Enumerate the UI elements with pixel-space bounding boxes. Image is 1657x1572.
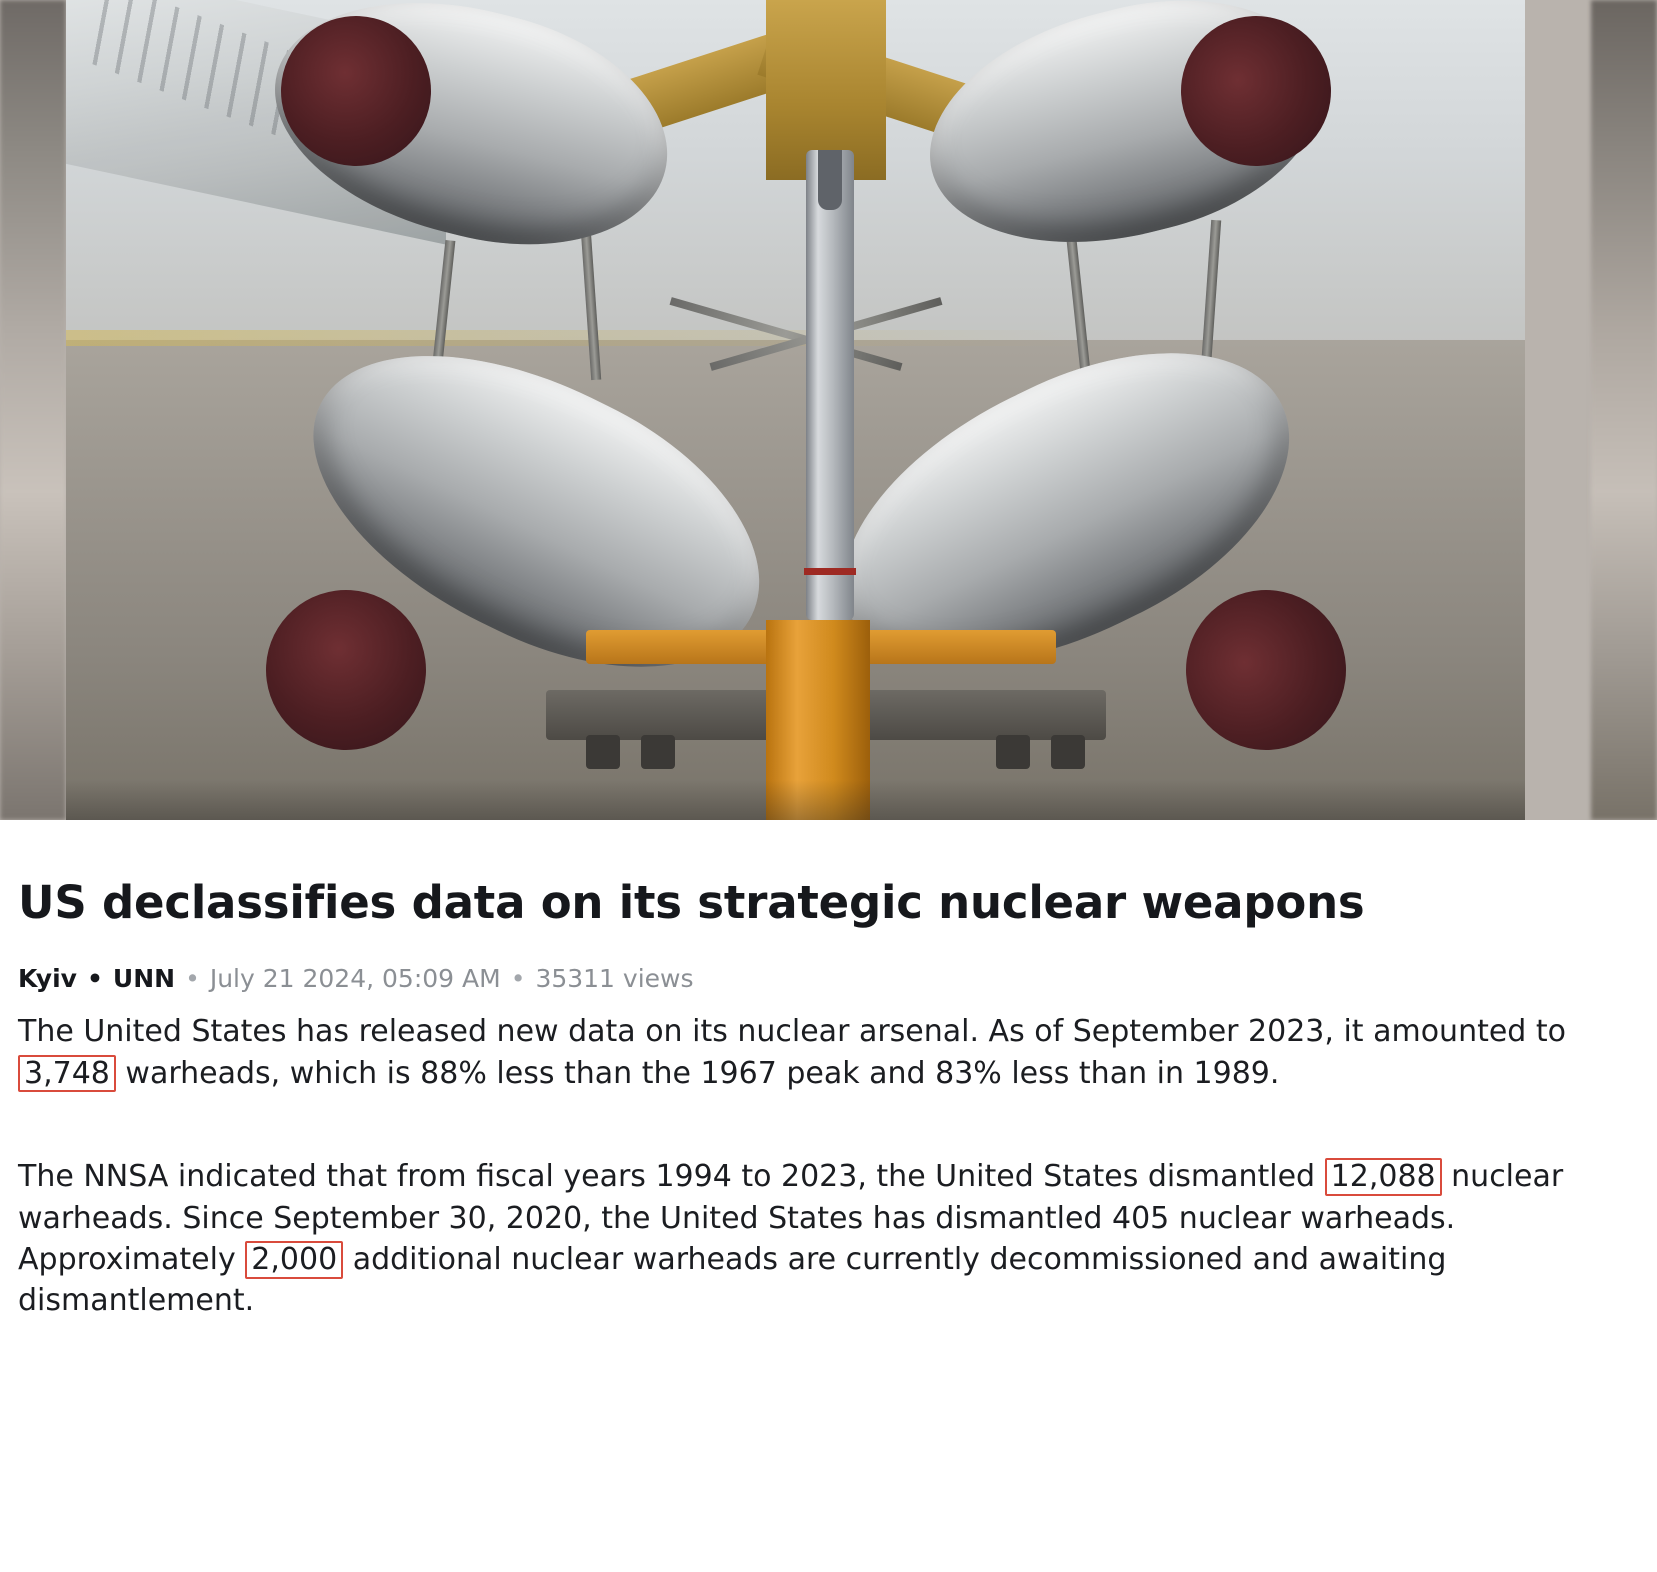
meta-views: 35311 views xyxy=(535,964,694,994)
meta-separator-1: • xyxy=(86,964,103,994)
cart-wheel-3 xyxy=(996,735,1030,769)
hero-right-gutter xyxy=(1591,0,1657,820)
paragraph-2-part-5: additional nuclear warheads are currently decommissioned and awaiting dismantlement. xyxy=(18,1241,1447,1319)
highlight-warhead-count: 3,748 xyxy=(18,1055,116,1093)
highlight-dismantled-count: 12,088 xyxy=(1325,1158,1442,1196)
page-title: US declassifies data on its strategic nuclear weapons xyxy=(18,876,1365,929)
highlight-awaiting-count: 2,000 xyxy=(245,1241,343,1279)
center-rod xyxy=(806,150,854,620)
meta-separator-3: • xyxy=(510,964,526,994)
article-paragraph-2 xyxy=(18,1156,1643,1322)
meta-outlet: UNN xyxy=(112,964,176,994)
hero-left-gutter xyxy=(0,0,66,820)
article-paragraph-1 xyxy=(18,1011,1643,1094)
photo-bottom-shadow xyxy=(66,780,1525,820)
meta-location: Kyiv xyxy=(18,964,77,994)
meta-separator-2: • xyxy=(185,964,200,994)
cart-wheel-1 xyxy=(586,735,620,769)
meta-date: July 21 2024, 05:09 AM xyxy=(209,964,501,994)
cart-wheel-4 xyxy=(1051,735,1085,769)
center-rod-red-band xyxy=(804,568,856,575)
paragraph-2-part-3: nuclear warheads. Since September 30, 2020, the United States has dismantled 405 nuclear warheads. Approximately xyxy=(18,1159,1564,1277)
paragraph-1-part-1: The United States has released new data on its nuclear arsenal. As of September 2023, it amounted to xyxy=(18,1014,1567,1050)
paragraph-2-part-1: The NNSA indicated that from fiscal years 1994 to 2023, the United States dismantled xyxy=(18,1159,1325,1195)
article-meta xyxy=(18,964,1647,993)
center-rod-notch xyxy=(818,150,842,210)
cart-wheel-2 xyxy=(641,735,675,769)
article-content xyxy=(0,820,1657,1322)
paragraph-1-part-3: warheads, which is 88% less than the 1967 peak and 83% less than in 1989. xyxy=(115,1055,1280,1091)
nuclear-bomb-photo xyxy=(66,0,1525,820)
